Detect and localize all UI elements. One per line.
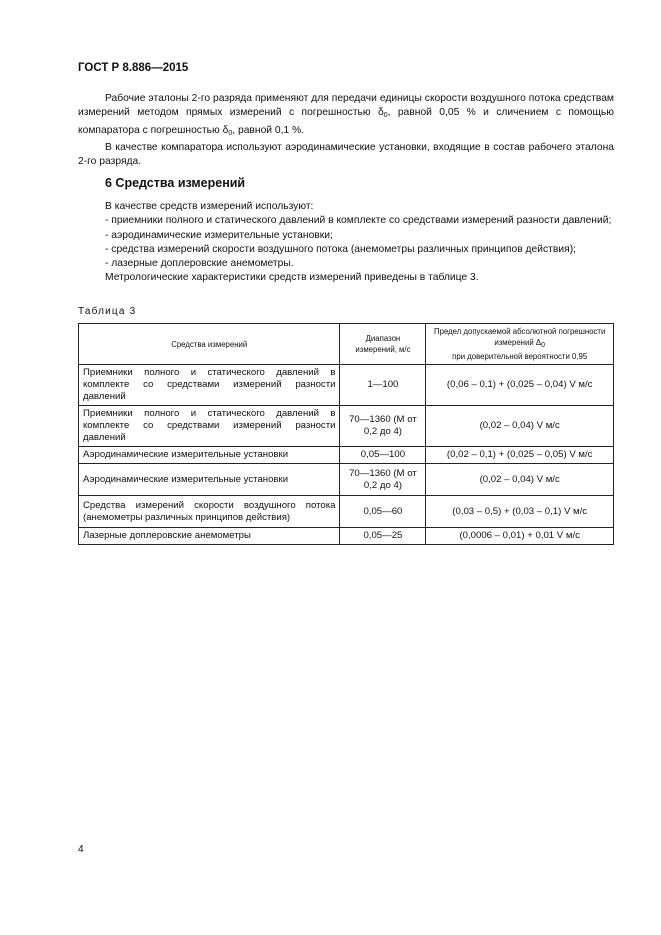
error-cell: (0,03 – 0,5) + (0,03 – 0,1) V м/с bbox=[426, 496, 614, 528]
measurement-table bbox=[78, 323, 614, 545]
intro-paragraphs bbox=[78, 92, 614, 169]
intro-p1-end: , равной 0,1 %. bbox=[232, 124, 305, 136]
intro-p1-start: Рабочие эталоны 2-го разряда применяют для передачи единицы скорости воздушного потока средствам измерений методом прямых измерений с погрешностью δ bbox=[78, 93, 614, 119]
delta-subscript: 0 bbox=[541, 342, 545, 349]
intro-p1-mid: , равной 0,05 % и сличением с помощью компаратора с погрешностью δ bbox=[78, 107, 615, 136]
range-cell: 0,05—100 bbox=[340, 447, 426, 464]
list-item: - средства измерений скорости воздушного потока (анемометры различных принципов действия); bbox=[105, 243, 576, 255]
document-id: ГОСТ Р 8.886—2015 bbox=[78, 62, 189, 74]
range-cell: 1—100 bbox=[340, 365, 426, 406]
instrument-cell: Аэродинамические измерительные установки bbox=[79, 447, 340, 464]
instrument-cell: Приемники полного и статического давлений в комплекте со средствами измерений разности давлений bbox=[79, 406, 340, 447]
delta-subscript: 0 bbox=[383, 112, 388, 120]
table-caption: Таблица 3 bbox=[78, 306, 137, 317]
intro-paragraph-2: В качестве компаратора используют аэродинамические установки, входящие в состав рабочего эталона 2-го разряда. bbox=[78, 141, 614, 168]
page-number: 4 bbox=[78, 844, 84, 855]
section-body bbox=[78, 200, 614, 286]
list-item: - аэродинамические измерительные установки; bbox=[105, 229, 333, 241]
instrument-cell: Аэродинамические измерительные установки bbox=[79, 464, 340, 496]
section-lead: В качестве средств измерений используют: bbox=[105, 201, 314, 212]
table-header-row bbox=[79, 324, 614, 365]
table-row bbox=[79, 365, 614, 406]
table-row bbox=[79, 496, 614, 528]
intro-paragraph-1 bbox=[78, 92, 614, 141]
header-range: Диапазон измерений, м/с bbox=[340, 324, 426, 365]
header-error-limit bbox=[426, 324, 614, 365]
error-cell: (0,02 – 0,04) V м/с bbox=[426, 464, 614, 496]
range-cell: 70—1360 (M от 0,2 до 4) bbox=[340, 464, 426, 496]
instrument-cell: Приемники полного и статического давлений в комплекте со средствами измерений разности давлений bbox=[79, 365, 340, 406]
instrument-cell: Средства измерений скорости воздушного потока (анемометры различных принципов действия) bbox=[79, 496, 340, 528]
list-item: - лазерные доплеровские анемометры. bbox=[105, 258, 294, 270]
error-cell: (0,02 – 0,04) V м/с bbox=[426, 406, 614, 447]
error-cell: (0,02 – 0,1) + (0,025 – 0,05) V м/с bbox=[426, 447, 614, 464]
list-item: - приемники полного и статического давлений в комплекте со средствами измерений разности давлений; bbox=[105, 215, 612, 227]
table-row bbox=[79, 528, 614, 545]
section-title: 6 Средства измерений bbox=[105, 176, 246, 190]
range-cell: 0,05—25 bbox=[340, 528, 426, 545]
range-cell: 70—1360 (M от 0,2 до 4) bbox=[340, 406, 426, 447]
header-instruments: Средства измерений bbox=[79, 324, 340, 365]
instrument-cell: Лазерные доплеровские анемометры bbox=[79, 528, 340, 545]
table-row bbox=[79, 406, 614, 447]
range-cell: 0,05—60 bbox=[340, 496, 426, 528]
header-error-end: при доверительной вероятности 0,95 bbox=[452, 352, 588, 361]
delta-subscript: 0 bbox=[228, 129, 233, 137]
table-row bbox=[79, 464, 614, 496]
error-cell: (0,06 – 0,1) + (0,025 – 0,04) V м/с bbox=[426, 365, 614, 406]
error-cell: (0,0006 – 0,01) + 0,01 V м/с bbox=[426, 528, 614, 545]
section-closing: Метрологические характеристики средств измерений приведены в таблице 3. bbox=[105, 272, 479, 284]
table-row bbox=[79, 447, 614, 464]
header-error-start: Предел допускаемой абсолютной погрешности измерений Δ bbox=[434, 327, 606, 347]
